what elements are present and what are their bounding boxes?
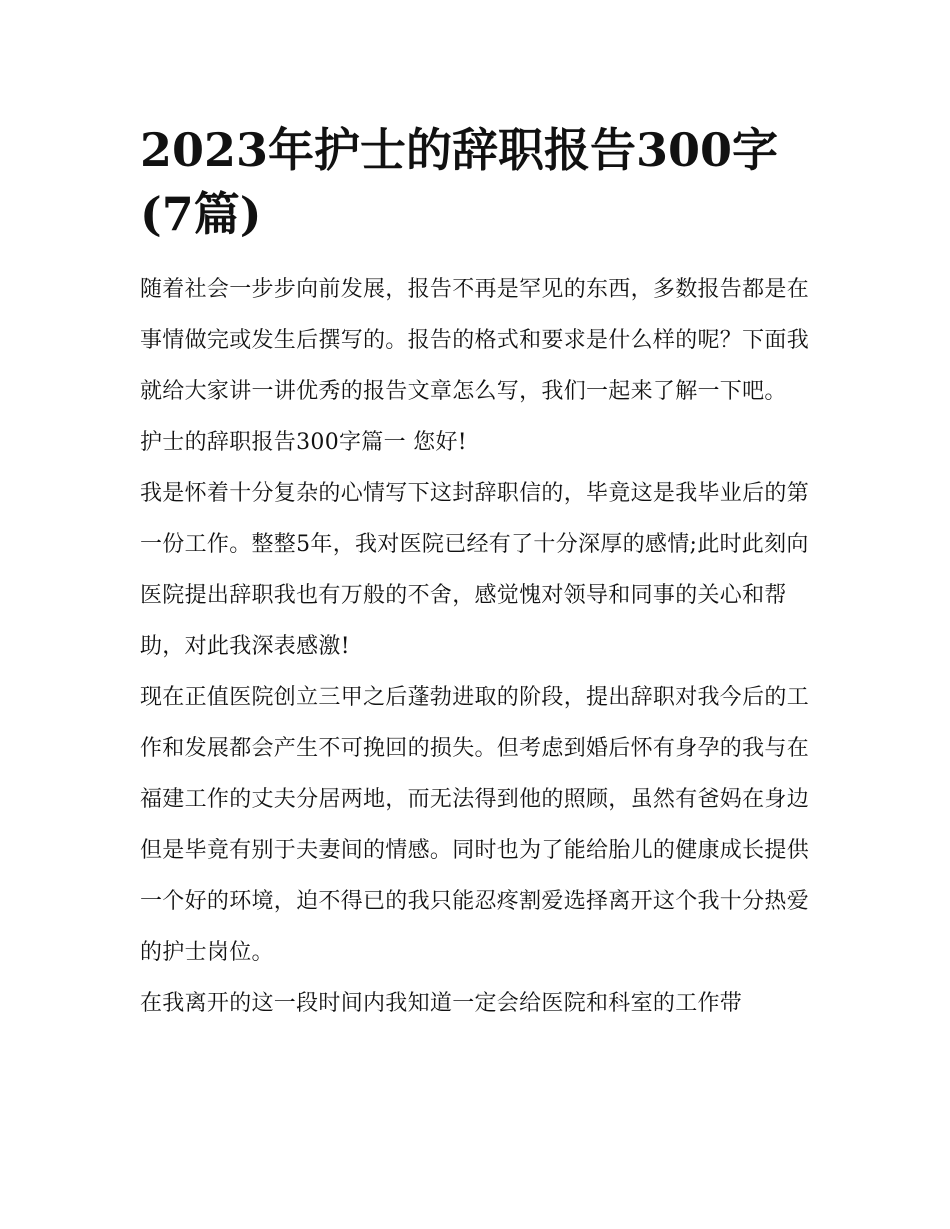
- body-paragraph: 我是怀着十分复杂的心情写下这封辞职信的，毕竟这是我毕业后的第一份工作。整整5年，我对医院已经有了十分深厚的感情;此时此刻向医院提出辞职我也有万般的不舍，感觉愧对领导和同事的关心和帮助，对此我深表感激!: [140, 481, 810, 659]
- body-paragraph: 在我离开的这一段时间内我知道一定会给医院和科室的工作带: [140, 991, 743, 1016]
- intro-paragraph: 随着社会一步步向前发展，报告不再是罕见的东西，多数报告都是在事情做完或发生后撰写的。报告的格式和要求是什么样的呢？下面我就给大家讲一讲优秀的报告文章怎么写，我们一起来了解一下吧。: [140, 277, 810, 404]
- document-title: 2023年护士的辞职报告300字(7篇): [140, 123, 779, 241]
- document-body: [140, 118, 812, 1029]
- body-paragraph: 现在正值医院创立三甲之后蓬勃进取的阶段，提出辞职对我今后的工作和发展都会产生不可挽回的损失。但考虑到婚后怀有身孕的我与在福建工作的丈夫分居两地，而无法得到他的照顾，虽然有爸妈在身边但是毕竟有别于夫妻间的情感。同时也为了能给胎儿的健康成长提供一个好的环境，迫不得已的我只能忍疼割爱选择离开这个我十分热爱的护士岗位。: [140, 685, 810, 965]
- section-heading-line: 护士的辞职报告300字篇一 您好!: [140, 430, 467, 455]
